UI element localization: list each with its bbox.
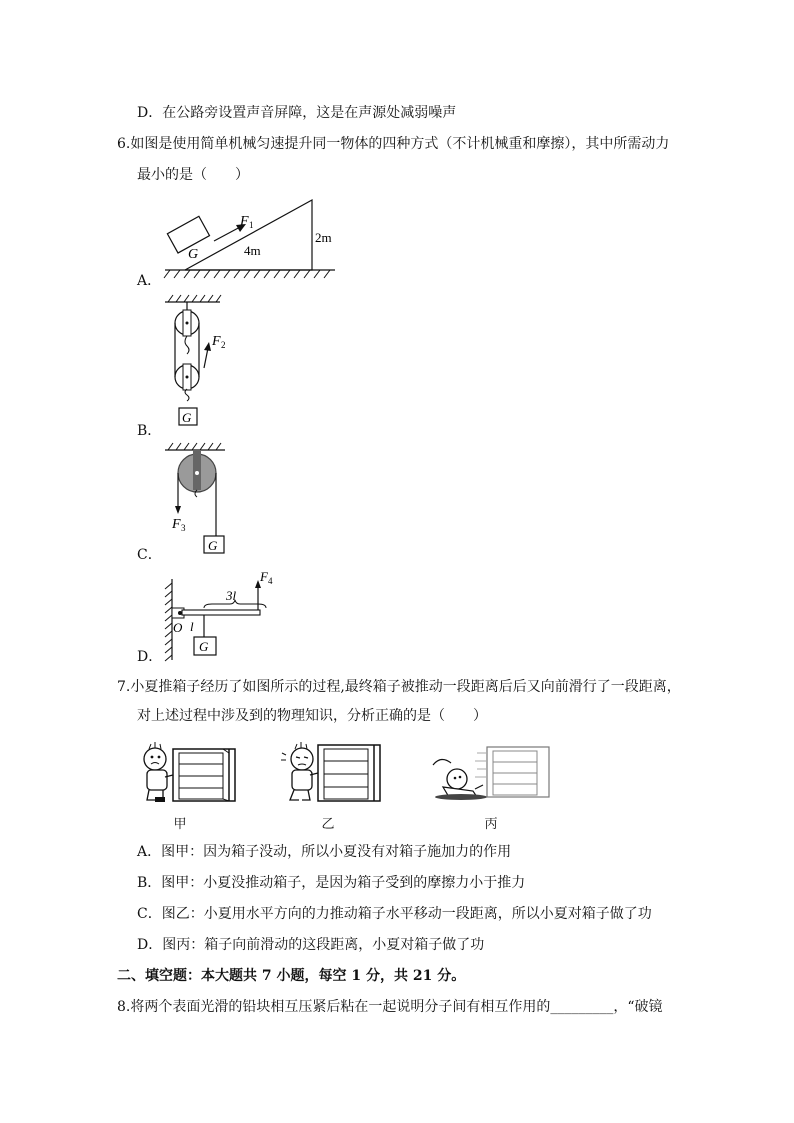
incline-height-label: 2m xyxy=(315,230,332,245)
q5-option-d: D．在公路旁设置声音屏障，这是在声源处减弱噪声 xyxy=(137,105,457,121)
section-heading: 二、填空题：本大题共 7 小题，每空 1 分，共 21 分。 xyxy=(117,968,466,984)
incline-force-subscript: 1 xyxy=(249,220,254,230)
incline-length-label: 4m xyxy=(244,243,261,258)
q7-stem-line2: 对上述过程中涉及到的物理知识，分析正确的是（ ） xyxy=(137,708,487,724)
q6-stem-line2: 最小的是（ ） xyxy=(137,167,249,183)
lever-long-arm-label: 3l xyxy=(226,588,237,603)
q7-picture-bing xyxy=(425,735,555,814)
q7-option-b: B．图甲：小夏没推动箱子，是因为箱子受到的摩擦力小于推力 xyxy=(137,875,526,891)
q7-caption-bing: 丙 xyxy=(484,817,498,832)
fixed-pulley-weight-label: G xyxy=(208,538,218,553)
q7-stem-line1: 7.小夏推箱子经历了如图所示的过程,最终箱子被推动一段距离后后又向前滑行了一段距离， xyxy=(117,679,681,695)
fixed-pulley-figure xyxy=(160,440,250,564)
lever-force-subscript: 4 xyxy=(268,576,273,586)
q7-option-d: D．图丙：箱子向前滑动的这段距离，小夏对箱子做了功 xyxy=(137,937,485,953)
q7-caption-jia: 甲 xyxy=(173,817,187,832)
lever-short-arm-label: l xyxy=(190,619,194,634)
lever-figure xyxy=(160,565,290,669)
fixed-pulley-force-subscript: 3 xyxy=(181,523,186,533)
lever-weight-label: G xyxy=(199,639,209,654)
q6-option-c-label: C． xyxy=(137,547,162,563)
q7-picture-jia xyxy=(135,735,245,814)
q6-option-a-label: A． xyxy=(137,273,162,289)
q6-option-b-label: B． xyxy=(137,423,162,439)
incline-figure xyxy=(160,195,340,289)
q7-picture-yi xyxy=(278,735,388,814)
incline-force-label: F xyxy=(240,214,249,229)
pulley-force-label: F xyxy=(212,334,221,349)
q7-caption-yi: 乙 xyxy=(321,817,335,832)
pulley-weight-label: G xyxy=(182,410,192,425)
incline-weight-label: G xyxy=(188,247,199,262)
q6-stem-line1: 6.如图是使用简单机械匀速提升同一物体的四种方式（不计机械重和摩擦），其中所需动力 xyxy=(117,136,670,152)
fixed-pulley-force-label: F xyxy=(172,517,181,532)
q7-option-c: C．图乙：小夏用水平方向的力推动箱子水平移动一段距离，所以小夏对箱子做了功 xyxy=(137,906,652,922)
pulley-force-subscript: 2 xyxy=(221,340,226,350)
pulley-block-figure xyxy=(160,290,250,439)
q6-option-d-label: D． xyxy=(137,649,163,665)
lever-force-label: F xyxy=(260,569,268,584)
q8-stem: 8.将两个表面光滑的铅块相互压紧后粘在一起说明分子间有相互作用的_________，“破镜 xyxy=(117,999,663,1015)
q7-option-a: A．图甲：因为箱子没动，所以小夏没有对箱子施加力的作用 xyxy=(137,844,512,860)
lever-pivot-label: O xyxy=(173,620,183,635)
